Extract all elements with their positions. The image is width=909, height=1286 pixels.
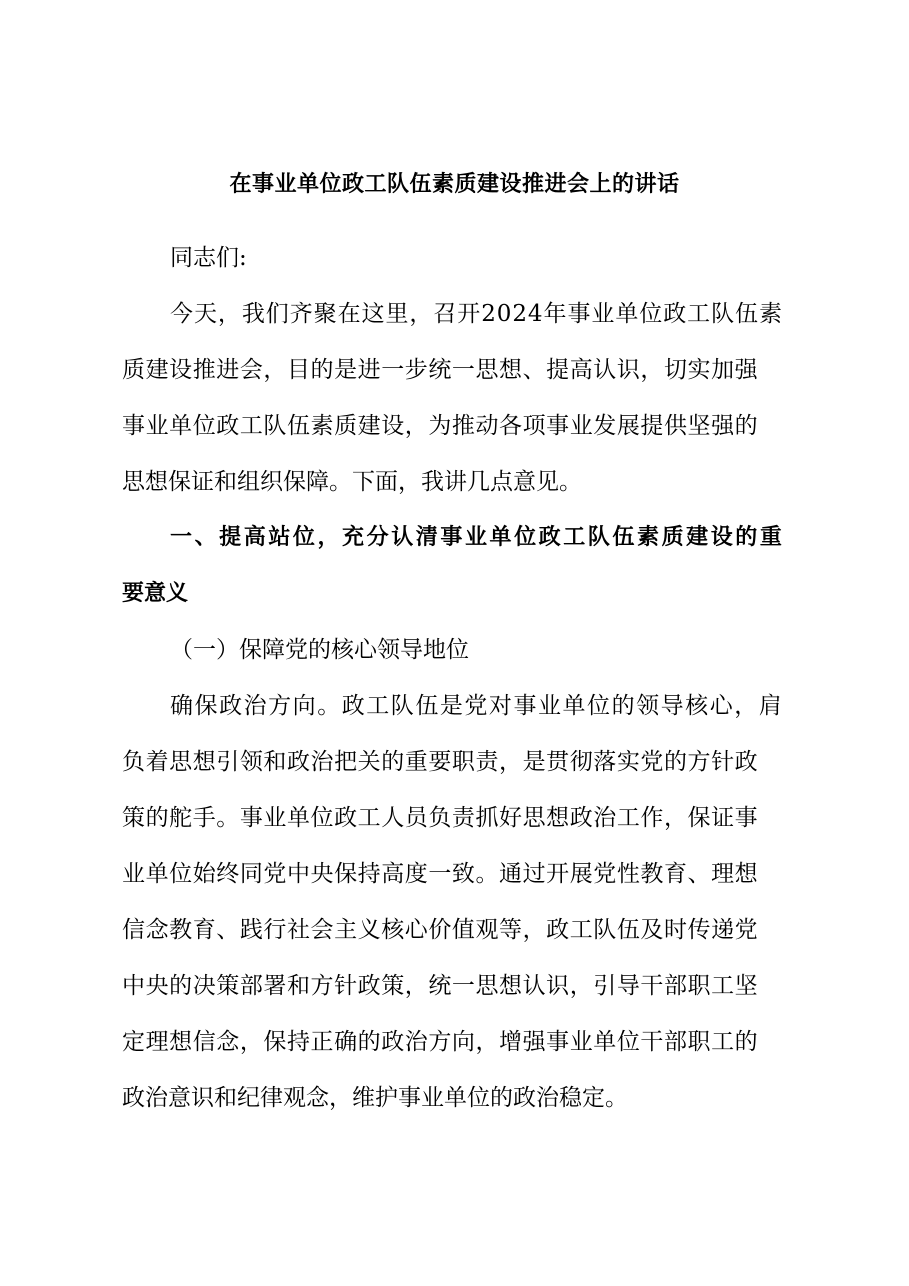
paragraph-line: 政治意识和纪律观念，维护事业单位的政治稳定。 xyxy=(122,1085,628,1111)
paragraph-line: 思想保证和组织保障。下面，我讲几点意见。 xyxy=(122,469,582,495)
paragraph-line: 确 保 政 治 方 向 。 政 工 队 伍 是 党 对 事 业 单 位 的 领 导 核 心 ， 肩 xyxy=(170,693,782,719)
paragraph-line: 定 理 想 信 念 ， 保 持 正 确 的 政 治 方 向 ， 增 强 事 业 单 位 干 部 职 工 的 xyxy=(122,1029,758,1055)
subsection-heading: （一）保障党的核心领导地位 xyxy=(170,637,469,663)
section-heading: 要意义 xyxy=(122,581,189,606)
document-title: 在事业单位政工队伍素质建设推进会上的讲话 xyxy=(229,172,680,197)
paragraph-line: 策 的 舵 手 。 事 业 单 位 政 工 人 员 负 责 抓 好 思 想 政 治 工 作 ， 保 证 事 xyxy=(122,805,758,831)
paragraph-line: 中 央 的 决 策 部 署 和 方 针 政 策 ， 统 一 思 想 认 识 ， 引 导 干 部 职 工 坚 xyxy=(122,973,758,999)
paragraph-line: 信 念 教 育 、 践 行 社 会 主 义 核 心 价 值 观 等 ， 政 工 队 伍 及 时 传 递 党 xyxy=(122,917,758,943)
paragraph-line: 今 天 ， 我 们 齐 聚 在 这 里 ， 召 开 2 0 2 4 年 事 业 单 位 政 工 队 伍 素 xyxy=(170,301,782,327)
paragraph-line: 质 建 设 推 进 会 ， 目 的 是 进 一 步 统 一 思 想 、 提 高 认 识 ， 切 实 加 强 xyxy=(122,357,758,383)
section-heading: 一 、 提 高 站 位 ， 充 分 认 清 事 业 单 位 政 工 队 伍 素 质 建 设 的 重 xyxy=(170,525,782,550)
salutation: 同志们: xyxy=(170,245,247,271)
paragraph-line: 业 单 位 始 终 同 党 中 央 保 持 高 度 一 致 。 通 过 开 展 党 性 教 育 、 理 想 xyxy=(122,861,758,887)
paragraph-line: 事 业 单 位 政 工 队 伍 素 质 建 设 ， 为 推 动 各 项 事 业 发 展 提 供 坚 强 的 xyxy=(122,413,758,439)
paragraph-line: 负 着 思 想 引 领 和 政 治 把 关 的 重 要 职 责 ， 是 贯 彻 落 实 党 的 方 针 政 xyxy=(122,749,758,775)
